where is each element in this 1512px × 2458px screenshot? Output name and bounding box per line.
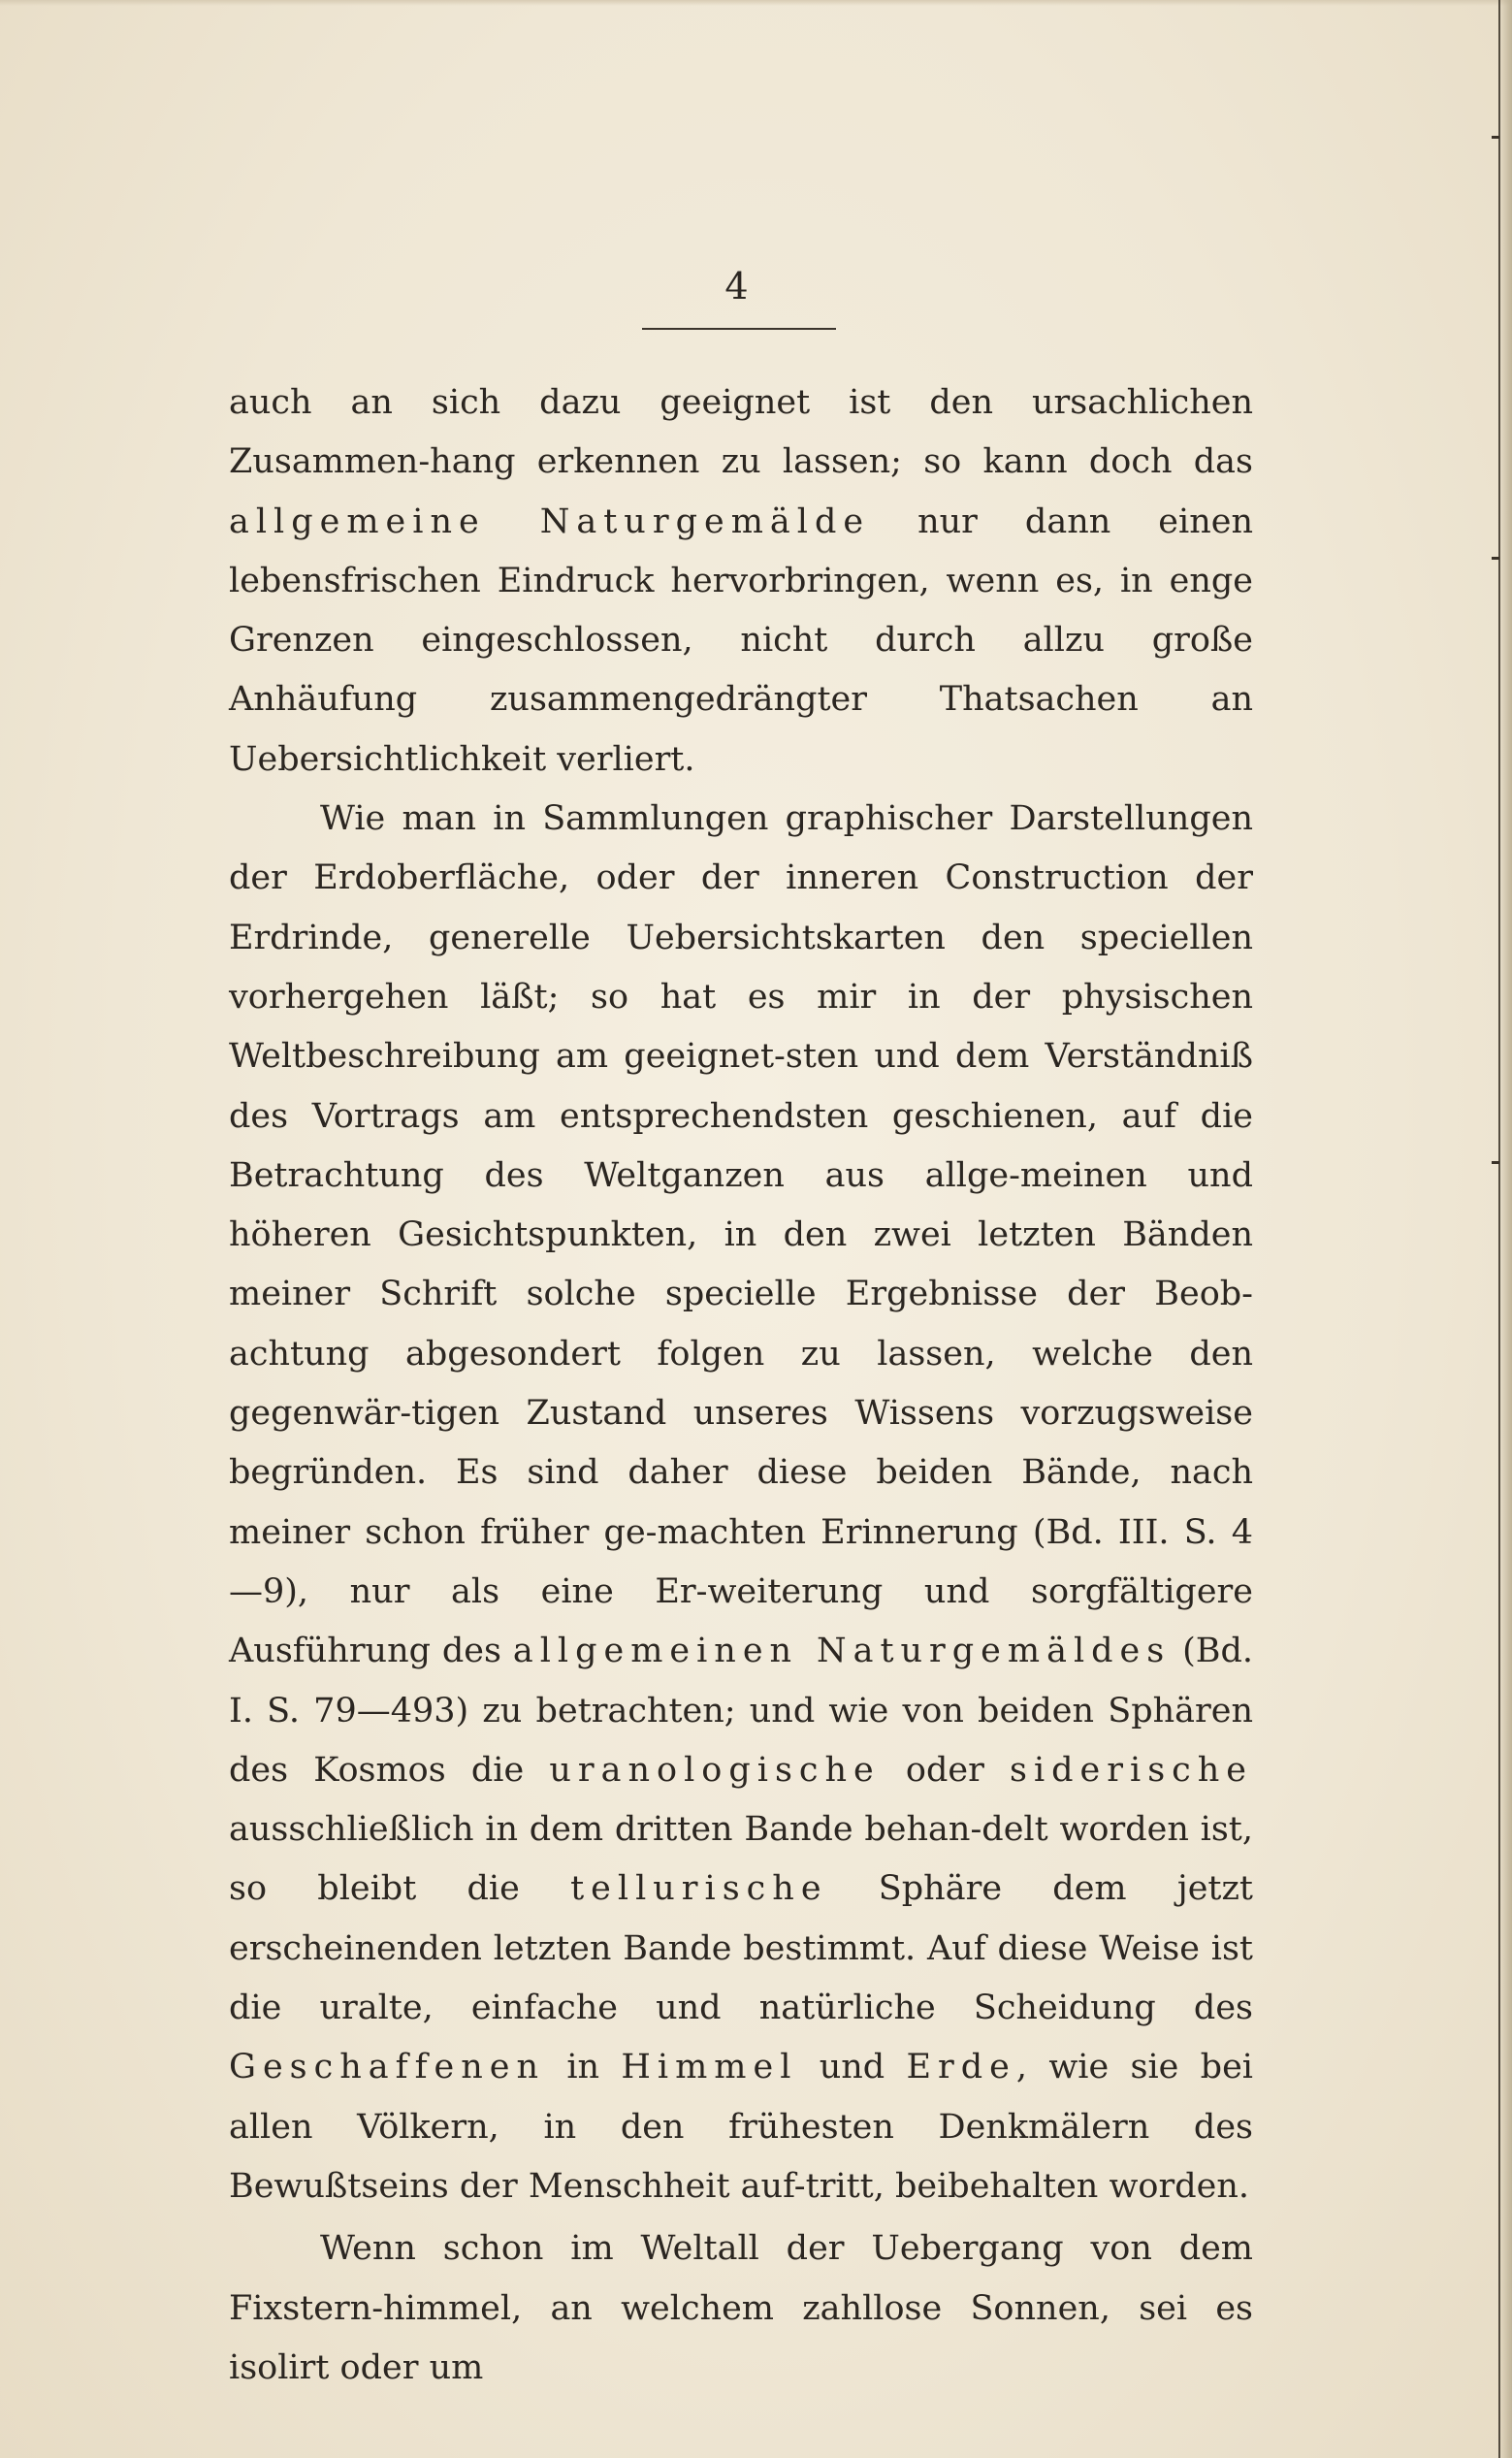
- spaced-emphasis: uranologische: [549, 1750, 881, 1790]
- spaced-emphasis: allgemeinen Naturgemäldes: [512, 1632, 1172, 1671]
- spaced-emphasis: Himmel: [621, 2048, 798, 2087]
- page-number: 4: [724, 265, 750, 307]
- spaced-emphasis: Geschaffenen: [229, 2048, 546, 2087]
- text-segment: (Bd. I. S. 79—493) zu betrachten; und wie von beiden Sphären des Kosmos die: [229, 1632, 1253, 1790]
- paragraph: [229, 2219, 1253, 2398]
- spaced-emphasis: tellurische: [570, 1869, 828, 1909]
- text-segment: Wie man in Sammlungen graphischer Darstellungen der Erdoberfläche, oder der inneren Construction der Erdrinde, generelle Uebersichtskarten den speciellen vorhergehen läßt; so hat es mir in der physischen Weltbeschreibung am geeignet-sten und dem Verständniß des Vortrags am entsprechendsten geschienen, auf die Betrachtung des Weltganzen aus allge-meinen und höheren Gesichtspunkten, in den zwei letzten Bänden meiner Schrift solche specielle Ergebnisse der Beob-achtung abgesondert folgen zu lassen, welche den gegenwär-tigen Zustand unseres Wissens vorzugsweise begründen. Es sind daher diese beiden Bände, nach meiner schon früher ge-machten Erinnerung (Bd. III. S. 4—9), nur als eine Er-weiterung und sorgfältigere Ausführung des: [229, 799, 1253, 1671]
- page-right-edge-line: [1498, 0, 1500, 2458]
- body-text: [229, 373, 1253, 2398]
- page-right-edge-shadow: [1498, 0, 1512, 2458]
- paragraph-continued: [229, 373, 1253, 790]
- text-segment: , wie sie bei allen Völkern, in den frühesten Denkmälern des Bewußtseins der Menschheit auf-tritt, beibehalten worden.: [229, 2048, 1253, 2206]
- text-segment: auch an sich dazu geeignet ist den ursachlichen Zusammen-hang erkennen zu lassen; so kann doch das: [229, 383, 1253, 482]
- margin-tick-mark: [1492, 1161, 1499, 1164]
- text-segment: Sphäre dem jetzt erscheinenden letzten Bande bestimmt. Auf diese Weise ist die uralte, einfache und natürliche Scheidung des: [229, 1869, 1253, 2028]
- text-segment: nur dann einen lebensfrischen Eindruck hervorbringen, wenn es, in enge Grenzen eingeschlossen, nicht durch allzu große Anhäufung zusammengedrängter Thatsachen an Uebersichtlichkeit verliert.: [229, 501, 1253, 779]
- spaced-emphasis: Erde: [906, 2048, 1016, 2087]
- margin-tick-mark: [1492, 136, 1499, 139]
- text-segment: oder: [880, 1750, 1010, 1790]
- spaced-emphasis: allgemeine Naturgemälde: [229, 501, 871, 541]
- page-top-edge-shadow: [0, 0, 1512, 6]
- text-segment: und: [797, 2048, 907, 2087]
- text-segment: ausschließlich in dem dritten Bande behan-delt worden ist, so bleibt die: [229, 1810, 1253, 1909]
- paragraph: [229, 790, 1253, 2216]
- text-segment: in: [545, 2048, 622, 2087]
- text-segment: Wenn schon im Weltall der Uebergang von dem Fixstern-himmel, an welchem zahllose Sonnen, sei es isolirt oder um: [229, 2229, 1253, 2387]
- header-rule: [642, 328, 836, 330]
- margin-tick-mark: [1492, 557, 1499, 560]
- spaced-emphasis: siderische: [1010, 1750, 1254, 1790]
